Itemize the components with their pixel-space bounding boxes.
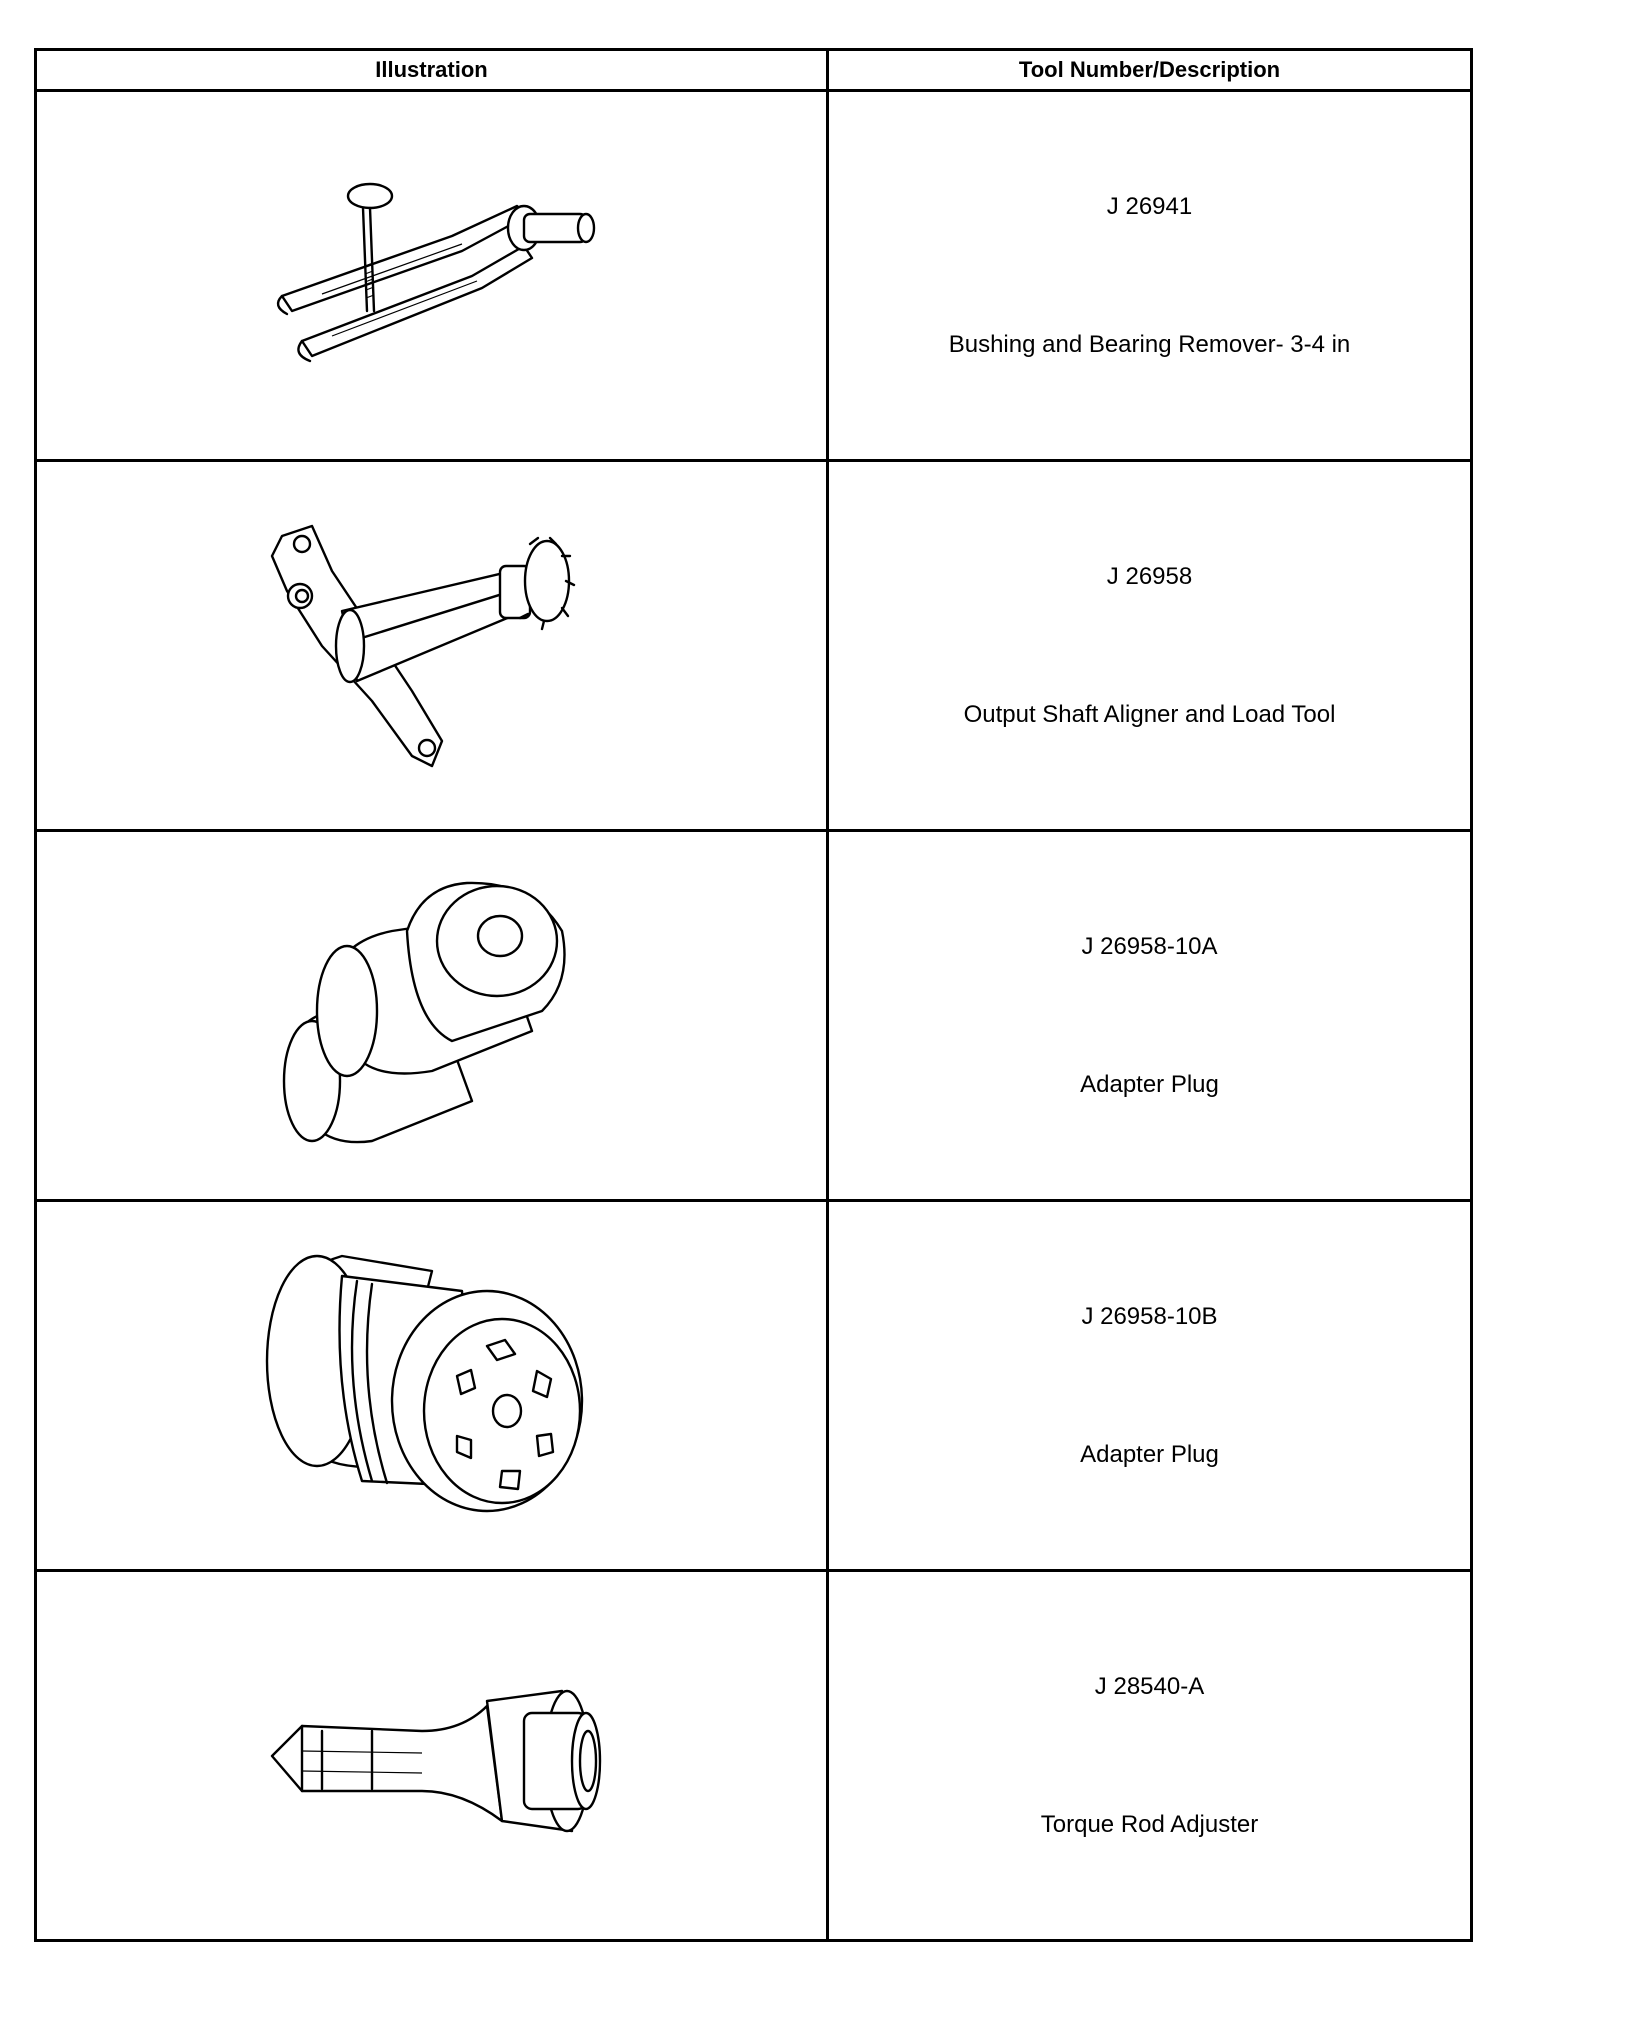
tool-number: J 26941	[1106, 192, 1193, 220]
header-row	[36, 50, 1472, 91]
tool-number: J 26958-10B	[1081, 1302, 1218, 1330]
torque-rod-adjuster-icon	[262, 1671, 602, 1841]
table-row	[36, 1571, 1472, 1941]
header-tool-number-description: Tool Number/Description	[828, 50, 1472, 91]
table-row	[36, 91, 1472, 461]
description-cell	[828, 461, 1472, 831]
header-illustration: Illustration	[36, 50, 828, 91]
table-row	[36, 461, 1472, 831]
adapter-plug-10a-icon	[272, 871, 592, 1161]
description-cell	[828, 91, 1472, 461]
tool-number: J 26958-10A	[1081, 932, 1218, 960]
tool-description: Adapter Plug	[1080, 1070, 1219, 1098]
tool-description: Bushing and Bearing Remover- 3-4 in	[948, 330, 1351, 358]
table-row	[36, 831, 1472, 1201]
tool-description: Adapter Plug	[1080, 1440, 1219, 1468]
description-cell	[828, 831, 1472, 1201]
table-row	[36, 1201, 1472, 1571]
description-cell	[828, 1571, 1472, 1941]
output-shaft-aligner-icon	[262, 516, 602, 776]
tool-number: J 26958	[1106, 562, 1193, 590]
adapter-plug-10b-icon	[262, 1236, 602, 1536]
illustration-cell	[36, 91, 828, 461]
description-cell	[828, 1201, 1472, 1571]
illustration-cell	[36, 831, 828, 1201]
tool-number: J 28540-A	[1094, 1672, 1205, 1700]
bushing-bearing-remover-icon	[262, 166, 602, 386]
tool-description: Output Shaft Aligner and Load Tool	[963, 700, 1336, 728]
illustration-cell	[36, 461, 828, 831]
illustration-cell	[36, 1571, 828, 1941]
special-tools-table	[34, 48, 1473, 1942]
illustration-cell	[36, 1201, 828, 1571]
tool-description: Torque Rod Adjuster	[1040, 1810, 1259, 1838]
